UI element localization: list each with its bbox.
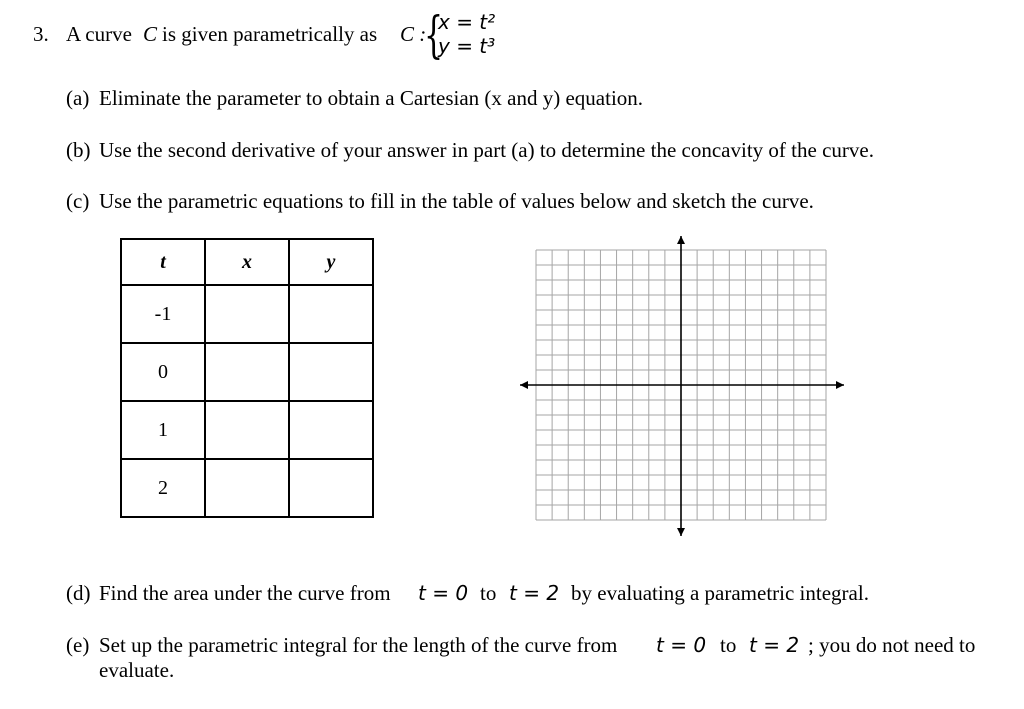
problem-text-prefix: A curve	[66, 22, 132, 46]
arrow-left-icon	[520, 381, 528, 389]
cell-y[interactable]	[289, 343, 373, 401]
table-row	[121, 459, 373, 517]
parametric-system	[424, 4, 534, 64]
part-c-text: Use the parametric equations to fill in the table of values below and sketch the curve.	[99, 189, 814, 213]
cell-x[interactable]	[205, 401, 289, 459]
part-d-text-2: by evaluating a parametric integral.	[571, 581, 869, 605]
part-e-text-2: ; you do not need to	[808, 633, 976, 657]
part-d-to: to	[480, 581, 497, 605]
part-e-label: (e)	[66, 633, 90, 657]
part-c-label: (c)	[66, 189, 90, 213]
cell-t: 0	[121, 343, 205, 401]
part-a-text: Eliminate the parameter to obtain a Cartesian (x and y) equation.	[99, 86, 644, 110]
problem-number: 3.	[33, 22, 49, 46]
part-a-label: (a)	[66, 86, 90, 110]
equation-y: y = t³	[438, 34, 496, 58]
part-d-t1: t = 2	[509, 581, 560, 605]
part-b-label: (b)	[66, 138, 91, 162]
cell-t: 1	[121, 401, 205, 459]
arrow-right-icon	[836, 381, 844, 389]
part-e-text-3: evaluate.	[99, 658, 175, 682]
cell-x[interactable]	[205, 285, 289, 343]
table-row	[121, 401, 373, 459]
cell-y[interactable]	[289, 401, 373, 459]
equation-x: x = t²	[438, 10, 496, 34]
part-e-to: to	[720, 633, 737, 657]
part-e-t1: t = 2	[749, 633, 800, 657]
cell-x[interactable]	[205, 343, 289, 401]
problem-text-suffix: is given parametrically as	[162, 22, 378, 46]
table-row	[121, 285, 373, 343]
part-e-t0: t = 0	[656, 633, 707, 657]
header-y: y	[289, 239, 373, 285]
header-x: x	[205, 239, 289, 285]
coordinate-grid[interactable]	[514, 232, 844, 540]
part-d-label: (d)	[66, 581, 91, 605]
cell-y[interactable]	[289, 285, 373, 343]
system-brace: {	[424, 6, 444, 64]
cell-x[interactable]	[205, 459, 289, 517]
table-header-row	[121, 239, 373, 285]
part-d-text-1: Find the area under the curve from	[99, 581, 391, 605]
table-row	[121, 343, 373, 401]
arrow-down-icon	[677, 528, 685, 536]
part-e-text-1: Set up the parametric integral for the length of the curve from	[99, 633, 618, 657]
header-t: t	[121, 239, 205, 285]
part-d-t0: t = 0	[418, 581, 469, 605]
cell-t: -1	[121, 285, 205, 343]
values-table	[120, 238, 374, 518]
cell-y[interactable]	[289, 459, 373, 517]
arrow-up-icon	[677, 236, 685, 244]
curve-label: C :	[400, 22, 427, 46]
cell-t: 2	[121, 459, 205, 517]
curve-variable: C	[143, 22, 158, 46]
part-b-text: Use the second derivative of your answer in part (a) to determine the concavity of the curve.	[99, 138, 874, 162]
